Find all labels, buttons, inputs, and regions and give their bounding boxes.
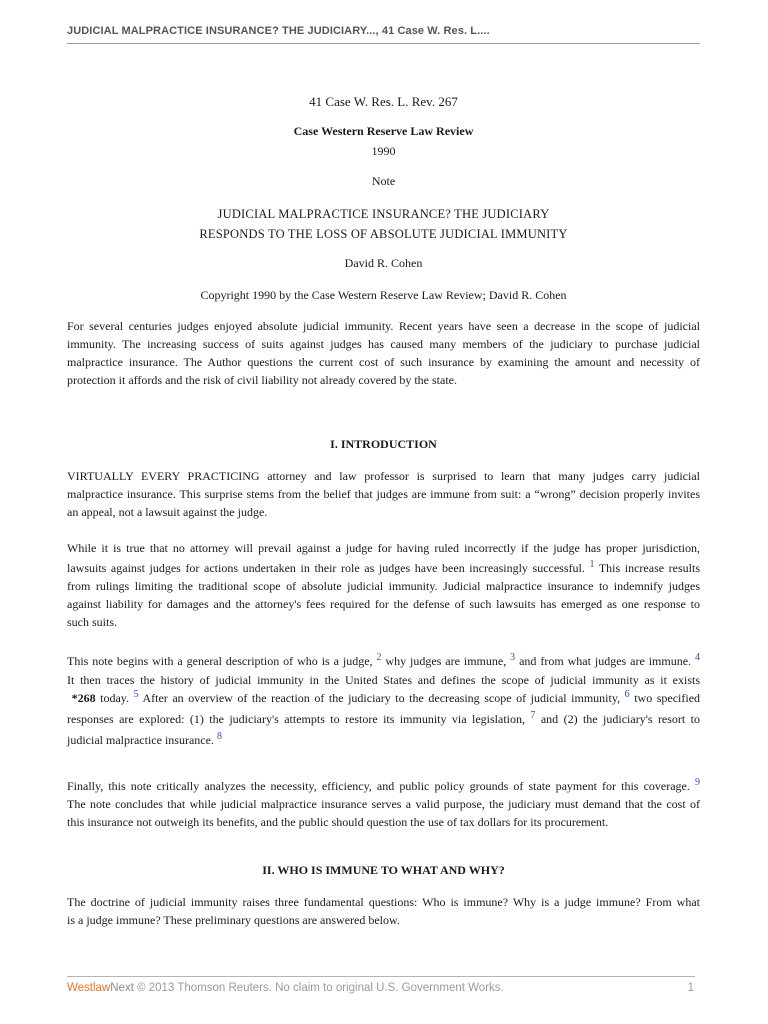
citation: 41 Case W. Res. L. Rev. 267: [309, 94, 458, 109]
text-run: This note begins with a general description of who is a judge,: [67, 654, 373, 668]
abstract-line: For several centuries judges enjoyed absolute judicial immunity. Recent years have seen a decrease in the scope of judicial: [67, 319, 700, 333]
westlaw-logo: Westlaw: [67, 982, 111, 994]
header-divider: [67, 43, 700, 44]
text-run: judicial malpractice insurance.: [67, 733, 214, 747]
intro-paragraph-1: [67, 467, 700, 521]
footnote-link-2[interactable]: 2: [376, 652, 382, 663]
abstract-line: immunity. The increasing success of suits against judges has caused many members of the judiciary to purchase judicial: [67, 337, 700, 351]
paragraph-line: [67, 777, 700, 795]
paragraph-line: an appeal, not a lawsuit against the judge.: [67, 505, 268, 519]
page-number: 1: [687, 982, 694, 994]
text-run: and from what judges are immune.: [515, 654, 692, 668]
journal-name: Case Western Reserve Law Review: [293, 124, 474, 138]
article-title-line: JUDICIAL MALPRACTICE INSURANCE? THE JUDICIARY: [217, 207, 550, 221]
article-title: [67, 204, 700, 244]
footnote-link-1[interactable]: 1: [589, 559, 595, 570]
paragraph-line: It then traces the history of judicial immunity in the United States and defines the scope of judicial immunity as it exists: [67, 673, 700, 687]
text-run: two specified: [629, 691, 701, 705]
text-run: lawsuits against judges for actions undertaken in their role as judges have been increasingly successful.: [67, 561, 585, 575]
paragraph-line: The doctrine of judicial immunity raises three fundamental questions: Who is immune? Why is a judge immune? From what: [67, 895, 700, 909]
paragraph-line: VIRTUALLY EVERY PRACTICING attorney and law professor is surprised to learn that many judges carry judicial: [67, 469, 700, 483]
paragraph-line: such suits.: [67, 615, 118, 629]
text-run: After an overview of the reaction of the judiciary to the decreasing scope of judicial immunity,: [138, 691, 621, 705]
text-run: responses are explored: (1) the judiciary's attempts to restore its immunity via legislation,: [67, 712, 525, 726]
author: David R. Cohen: [344, 256, 423, 270]
running-header: JUDICIAL MALPRACTICE INSURANCE? THE JUDICIARY..., 41 Case W. Res. L....: [67, 25, 490, 37]
footnote-link-5[interactable]: 5: [133, 689, 139, 700]
paragraph-line: The note concludes that while judicial malpractice insurance serves a valid purpose, the judiciary must demand that the cost of: [67, 797, 700, 811]
copyright-line: Copyright 1990 by the Case Western Reserve Law Review; David R. Cohen: [200, 288, 567, 302]
publication-year: 1990: [371, 144, 396, 158]
paragraph-line: this insurance not outweigh its benefits, and the public should question the use of tax dollars for its procurement.: [67, 815, 609, 829]
abstract: [67, 317, 700, 389]
section-heading-introduction: I. INTRODUCTION: [330, 437, 437, 451]
text-run: This increase results: [594, 561, 701, 575]
footnote-link-6[interactable]: 6: [624, 689, 630, 700]
paragraph-line: While it is true that no attorney will prevail against a judge for having ruled incorrectly if the judge has proper jurisdiction,: [67, 541, 700, 555]
footnote-link-3[interactable]: 3: [510, 652, 516, 663]
article-title-line: RESPONDS TO THE LOSS OF ABSOLUTE JUDICIAL IMMUNITY: [199, 227, 568, 241]
text-run: Finally, this note critically analyzes the necessity, efficiency, and public policy grounds of state payment for this coverage.: [67, 779, 690, 793]
intro-paragraph-4: [67, 777, 700, 831]
footnote-link-9[interactable]: 9: [695, 777, 701, 788]
paragraph-line: [67, 709, 700, 730]
paragraph-line: [67, 559, 700, 577]
paragraph-line: malpractice insurance. This surprise stems from the belief that judges are immune from suit: a “wrong” decision properly invites: [67, 487, 700, 501]
paragraph-line: is a judge immune? These preliminary questions are answered below.: [67, 913, 400, 927]
text-run: why judges are immune,: [381, 654, 507, 668]
paragraph-line: against liability for damages and the attorney's fees required for the defense of such lawsuits has emerged as one response to: [67, 597, 700, 611]
paragraph-line: from rulings limiting the traditional scope of absolute judicial immunity. Judicial malpractice insurance to indemnify judges: [67, 579, 700, 593]
footer-divider: [67, 976, 695, 977]
text-run: and (2) the judiciary's resort to: [535, 712, 701, 726]
text-run: today.: [95, 691, 129, 705]
intro-paragraph-3: [67, 651, 700, 751]
abstract-line: malpractice insurance. The Author questions the current cost of such insurance by examining the amount and necessity of: [67, 355, 700, 369]
westlaw-next-logo: Next: [110, 982, 134, 994]
footnote-link-7[interactable]: 7: [530, 710, 536, 721]
abstract-line: protection it affords and the risk of civil liability not already covered by the state.: [67, 373, 457, 387]
footnote-link-4[interactable]: 4: [695, 652, 700, 663]
section2-paragraph-1: [67, 893, 700, 929]
section-heading-who-is-immune: II. WHO IS IMMUNE TO WHAT AND WHY?: [262, 863, 505, 877]
star-page-marker: *268: [71, 691, 96, 705]
footer: [67, 982, 695, 994]
paragraph-line: [67, 651, 700, 672]
intro-paragraph-2: [67, 539, 700, 631]
paragraph-line: [67, 688, 700, 709]
document-type: Note: [371, 174, 396, 188]
footnote-link-8[interactable]: 8: [216, 731, 222, 742]
paragraph-line: [67, 730, 700, 751]
footer-notice: © 2013 Thomson Reuters. No claim to original U.S. Government Works.: [133, 982, 504, 994]
